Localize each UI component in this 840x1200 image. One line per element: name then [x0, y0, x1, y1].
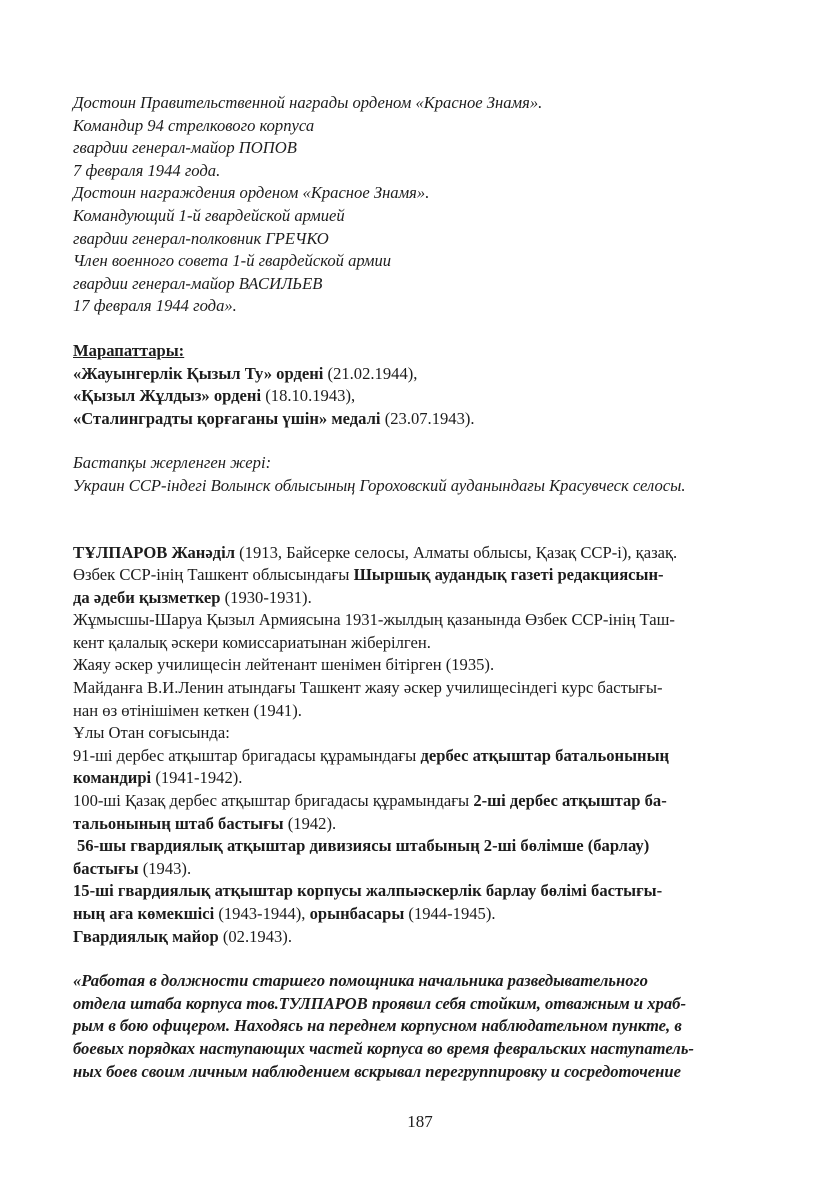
award-date: (18.10.1943), [261, 386, 356, 406]
award-name: «Қызыл Жұлдыз» ордені [73, 386, 262, 406]
bio-line: Жұмысшы-Шаруа Қызыл Армиясына 1931-жылдың қазанында Өзбек ССР-інің Таш- [73, 610, 675, 630]
quote-line: ных боев своим личным наблюдением вскрывал перегруппировку и сосредоточение [73, 1061, 681, 1081]
quote-line: отдела штаба корпуса тов.ТУЛПАРОВ проявил себя стойким, отважным и храб- [73, 993, 686, 1013]
bio-line: Гвардиялық майор (02.1943). [73, 926, 292, 946]
burial-section [73, 452, 745, 497]
awards-section [73, 340, 745, 430]
burial-place: Украин ССР-індегі Волынск облысының Гороховский ауданындағы Красувческ селосы. [73, 475, 686, 495]
person-name: ТҰЛПАРОВ Жанәділ [73, 542, 235, 562]
award-date: (23.07.1943). [380, 408, 475, 428]
quote-line: боевых порядках наступающих частей корпуса во время февральских наступатель- [73, 1038, 694, 1058]
citation-line: Командир 94 стрелкового корпуса [73, 115, 315, 135]
quote-line: рым в бою офицером. Находясь на переднем корпусном наблюдательном пункте, в [73, 1016, 682, 1036]
bio-line: тальонының штаб бастығы (1942). [73, 813, 337, 833]
award-item [73, 408, 745, 431]
award-date: (21.02.1944), [323, 363, 418, 383]
bio-line: да әдеби қызметкер (1930-1931). [73, 587, 312, 607]
page-content [73, 92, 745, 1083]
bio-line: нан өз өтінішімен кеткен (1941). [73, 700, 302, 720]
bio-line: командирі (1941-1942). [73, 768, 243, 788]
citation-line: гвардии генерал-майор ПОПОВ [73, 138, 297, 158]
citation-line: Достоин награждения орденом «Красное Знамя». [73, 183, 430, 203]
bio-line: 100-ші Қазақ дербес атқыштар бригадасы құрамындағы 2-ші дербес атқыштар ба- [73, 791, 667, 811]
award-citation [73, 92, 745, 318]
bio-line: ның аға көмекшісі (1943-1944), орынбасары (1944-1945). [73, 904, 496, 923]
biography [73, 542, 745, 949]
bio-line: Жаяу әскер училищесін лейтенант шенімен бітірген (1935). [73, 655, 495, 675]
bio-line: Ұлы Отан соғысында: [73, 723, 230, 743]
rank: Гвардиялық майор [73, 926, 219, 946]
quote-block [73, 970, 745, 1083]
bio-line: бастығы (1943). [73, 858, 192, 878]
burial-label: Бастапқы жерленген жері: [73, 453, 272, 473]
quote-line: «Работая в должности старшего помощника начальника разведывательного [73, 971, 648, 991]
citation-line: 7 февраля 1944 года. [73, 160, 221, 180]
citation-line: Достоин Правительственной награды орденом «Красное Знамя». [73, 93, 543, 112]
bio-line: Майданға В.И.Ленин атындағы Ташкент жаяу әскер училищесіндегі курс бастығы- [73, 678, 663, 698]
citation-line: Командующий 1-й гвардейской армией [73, 205, 345, 225]
award-name: «Жауынгерлік Қызыл Ту» ордені [73, 363, 324, 383]
bio-line: 91-ші дербес атқыштар бригадасы құрамындағы дербес атқыштар батальонының [73, 745, 670, 765]
award-name: «Сталинградты қорғаганы үшін» медалі [73, 408, 381, 428]
bio-line: кент қалалық әскери комиссариатынан жіберілген. [73, 632, 431, 652]
bio-line: 15-ші гвардиялық атқыштар корпусы жалпыәскерлік барлау бөлімі бастығы- [73, 881, 663, 901]
award-item [73, 385, 745, 408]
bio-line: 56-шы гвардиялық атқыштар дивизиясы штабының 2-ші бөлімше (барлау) [77, 836, 650, 856]
citation-line: гвардии генерал-полковник ГРЕЧКО [73, 228, 329, 248]
citation-line: 17 февраля 1944 года». [73, 296, 237, 316]
bio-line: ТҰЛПАРОВ Жанәділ (1913, Байсерке селосы, Алматы облысы, Қазақ ССР-і), қазақ. [73, 542, 678, 562]
award-item [73, 363, 745, 386]
bio-line: Өзбек ССР-інің Ташкент облысындағы Шыршық аудандық газеті редакциясын- [73, 565, 664, 585]
citation-line: гвардии генерал-майор ВАСИЛЬЕВ [73, 273, 323, 293]
page-number: 187 [407, 1112, 433, 1131]
citation-line: Член военного совета 1-й гвардейской армии [73, 251, 392, 271]
awards-heading: Марапаттары: [73, 340, 185, 360]
